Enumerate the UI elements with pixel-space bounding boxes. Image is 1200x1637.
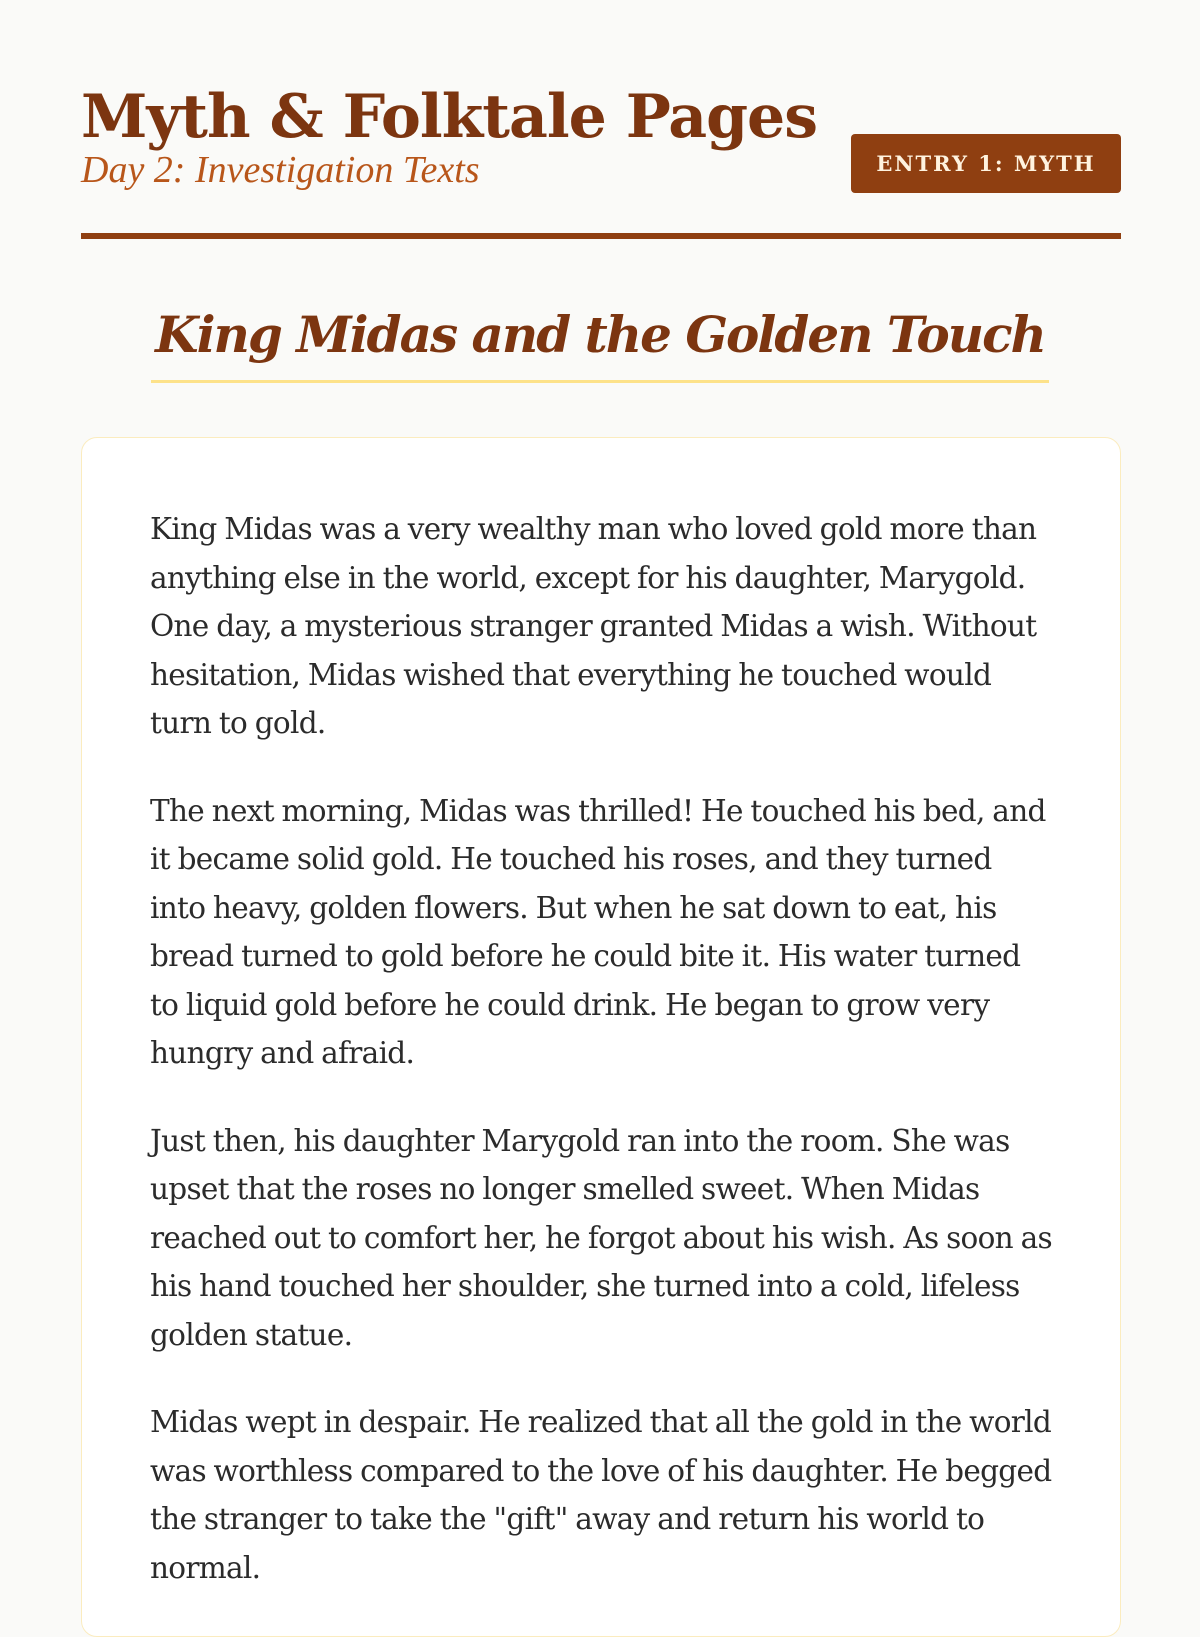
story-paragraph: Just then, his daughter Marygold ran into the room. She was upset that the roses no longer smelled sweet. When Midas reached out to comfort her, he forgot about his wish. As soon as his hand touched her shoulder, she turned into a cold, lifeless golden statue. [150,1123,1052,1352]
story-paragraph: The next morning, Midas was thrilled! He touched his bed, and it became solid gold. He touched his roses, and they turned into heavy, golden flowers. But when he sat down to eat, his bread turned to gold before he could bite it. His water turned to liquid gold before he could drink. He began to grow very hungry and afraid. [150,793,1046,1070]
page-subtitle: Day 2: Investigation Texts [81,149,480,191]
page-header [81,80,1121,240]
entry-badge: ENTRY 1: MYTH [851,134,1121,193]
site-title: Myth & Folktale Pages [81,82,818,152]
header-divider [81,233,1121,239]
story-paragraph: Midas wept in despair. He realized that all the gold in the world was worthless compared to the love of his daughter. He begged the stranger to take the "gift" away and return his world to normal. [150,1405,1052,1585]
story-title: King Midas and the Golden Touch [151,300,1049,383]
story-card [81,437,1121,1637]
story-title-container [0,300,1200,383]
story-paragraph: King Midas was a very wealthy man who loved gold more than anything else in the world, except for his daughter, Marygold. One day, a mysterious stranger granted Midas a wish. Without hesitation, Midas wished that everything he touched would turn to gold. [150,512,1037,740]
